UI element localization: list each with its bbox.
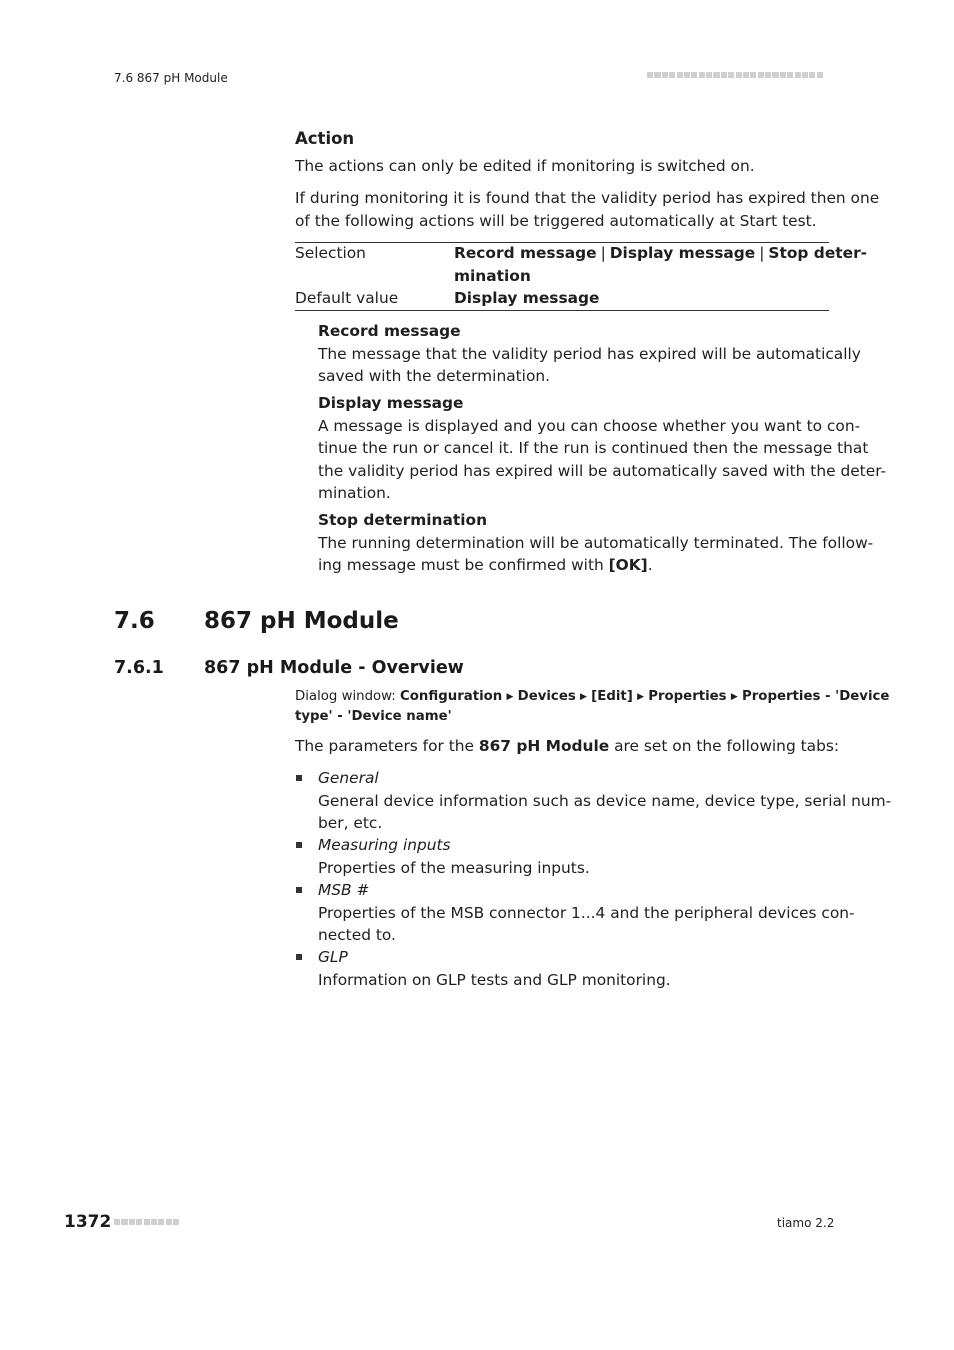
footer-decoration [114,1219,179,1225]
decorative-square [166,1219,172,1225]
decorative-square [684,72,690,78]
header-decoration [647,72,829,78]
action-para-2-line-2: of the following actions will be triggered automatically at Start test. [295,211,817,230]
table-bottom-rule [295,310,829,311]
decorative-square [114,1219,120,1225]
tab-name: GLP [318,948,348,966]
arrow-right-icon: ▶ [730,692,738,702]
decorative-square [721,72,727,78]
decorative-square [706,72,712,78]
intro-paragraph [295,735,840,758]
decorative-square [787,72,793,78]
section-number: 7.6 [114,608,155,634]
option-title: Record message [318,322,461,340]
option-text-line [318,554,829,577]
decorative-square [691,72,697,78]
arrow-right-icon: ▶ [506,692,514,702]
option-record-message [318,320,861,388]
option-text-line: the validity period has expired will be automatically saved with the deter- [318,461,887,480]
selection-opt-stop-cont: mination [454,266,531,285]
bullet-icon [296,775,302,781]
arrow-right-icon: ▶ [637,692,644,702]
running-header: 7.6 867 pH Module [114,71,228,85]
section-title: 867 pH Module [204,608,399,634]
list-item [318,834,829,879]
option-text-fragment: ing message must be confirmed with [318,556,609,574]
tab-description-line: Properties of the measuring inputs. [318,858,590,877]
selection-opt-stop: Stop deter- [768,244,868,262]
decorative-square [809,72,815,78]
subsection-title: 867 pH Module - Overview [204,658,464,678]
dialog-path [295,687,890,726]
decorative-square [795,72,801,78]
list-item [318,879,855,947]
decorative-square [669,72,675,78]
action-title: Action [295,129,355,148]
option-text-fragment: . [647,556,653,574]
decorative-square [699,72,705,78]
bullet-icon [296,954,302,960]
tab-description-line: Properties of the MSB connector 1...4 and the peripheral devices con- [318,903,855,922]
option-title: Display message [318,394,464,412]
selection-opt-display: Display message [609,244,756,262]
option-text-line: tinue the run or cancel it. If the run is continued then the message that [318,439,869,457]
action-para-1: The actions can only be edited if monitoring is switched on. [295,157,755,175]
selection-opt-record: Record message [454,244,597,262]
dialog-path-item: Properties [648,689,727,704]
decorative-square [765,72,771,78]
intro-module-name: 867 pH Module [478,737,610,755]
dialog-path-item: [Edit] [591,689,633,704]
option-text-line: mination. [318,484,391,502]
decorative-square [136,1219,142,1225]
decorative-square [662,72,668,78]
decorative-square [677,72,683,78]
default-value: Display message [454,289,600,307]
dialog-path-line-2: type' - 'Device name' [295,709,452,724]
tab-description-line: General device information such as device name, device type, serial num- [318,791,892,810]
decorative-square [129,1219,135,1225]
bullet-icon [296,842,302,848]
decorative-square [647,72,653,78]
decorative-square [780,72,786,78]
option-display-message [318,392,887,505]
action-para-2 [295,187,880,232]
selection-label: Selection [295,244,366,262]
tab-name: General [318,769,379,787]
decorative-square [144,1219,150,1225]
decorative-square [713,72,719,78]
subsection-number: 7.6.1 [114,658,164,678]
selection-values [454,242,868,287]
option-text-line: saved with the determination. [318,367,551,385]
decorative-square [173,1219,179,1225]
decorative-square [158,1219,164,1225]
dialog-path-item: Devices [517,689,576,704]
selection-separator: | [759,244,765,262]
list-item [318,946,829,991]
decorative-square [743,72,749,78]
option-text-line: A message is displayed and you can choose whether you want to con- [318,416,861,435]
tab-description-line: Information on GLP tests and GLP monitoring. [318,970,671,989]
decorative-square [772,72,778,78]
tab-description-line: ber, etc. [318,814,383,832]
bullet-icon [296,887,302,893]
option-text-line: The running determination will be automatically terminated. The follow- [318,533,874,552]
decorative-square [728,72,734,78]
decorative-square [736,72,742,78]
dialog-path-item: Properties - 'Device [742,689,890,704]
decorative-square [151,1219,157,1225]
intro-fragment: are set on the following tabs: [609,737,840,755]
dialog-path-item: Configuration [400,689,503,704]
selection-separator: | [600,244,606,262]
action-para-2-line-1: If during monitoring it is found that the validity period has expired then one [295,189,880,207]
intro-fragment: The parameters for the [295,737,479,755]
list-item [318,767,892,835]
dialog-path-line-1 [295,687,890,707]
option-title: Stop determination [318,511,488,529]
tab-name: MSB # [318,881,370,899]
decorative-square [750,72,756,78]
default-label: Default value [295,289,399,307]
option-text-line: The message that the validity period has expired will be automatically [318,344,861,363]
decorative-square [817,72,823,78]
page-number: 1372 [64,1212,112,1232]
arrow-right-icon: ▶ [580,692,587,702]
tab-name: Measuring inputs [318,836,451,854]
decorative-square [121,1219,127,1225]
decorative-square [758,72,764,78]
decorative-square [802,72,808,78]
product-name: tiamo 2.2 [777,1216,835,1230]
dialog-prefix: Dialog window: [295,689,401,704]
tab-description-line: nected to. [318,926,396,944]
option-stop-determination [318,509,874,577]
ok-key: [OK] [608,556,648,574]
decorative-square [654,72,660,78]
